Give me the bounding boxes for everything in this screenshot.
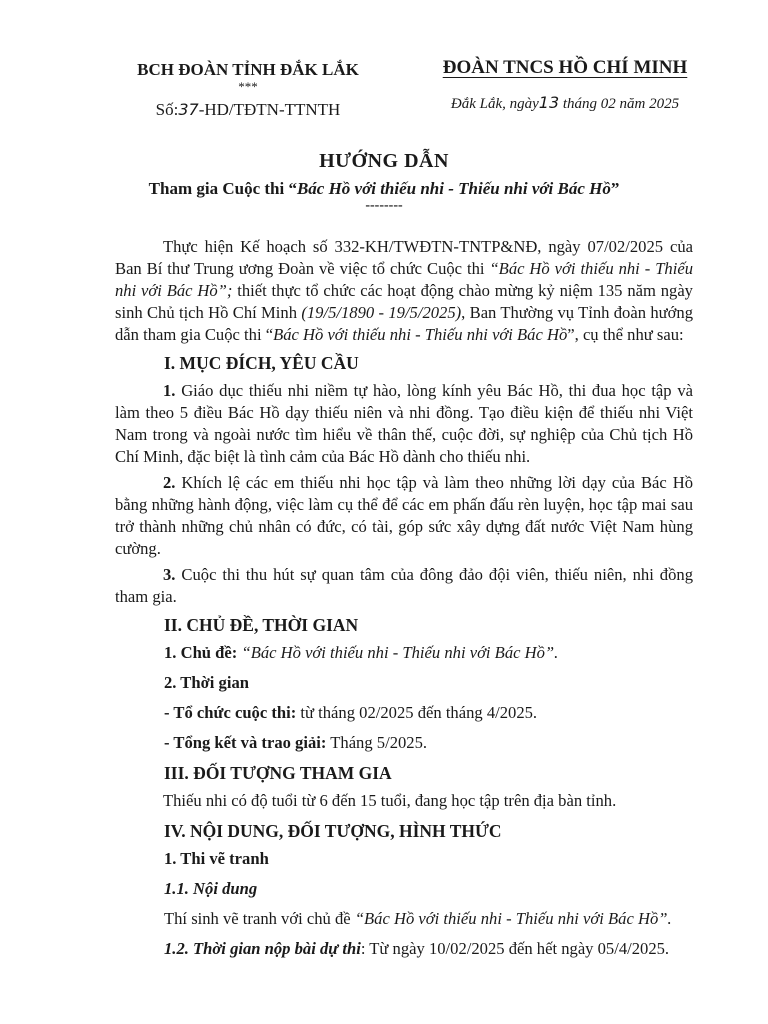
content-italic: “Bác Hồ với thiếu nhi - Thiếu nhi với Bác Hồ”.	[354, 909, 672, 928]
award-line	[164, 732, 693, 754]
document-subtitle	[80, 179, 688, 199]
doc-number-prefix: Số:	[155, 100, 179, 119]
item-text: Giáo dục thiếu nhi niềm tự hào, lòng kính yêu Bác Hồ, thi đua học tập và làm theo 5 điều Bác Hồ dạy thiếu niên và nhi đồng. Tạo điều kiện để thiếu nhi Việt Nam trong và ngoài nước tìm hiểu về thân thế, cuộc đời, sự nghiệp của Chủ tịch Hồ Chí Minh, đặc biệt là tình cảm của Bác Hồ dành cho thiếu nhi.	[115, 381, 693, 466]
title-block	[80, 150, 688, 211]
award-value: Tháng 5/2025.	[326, 733, 428, 752]
item-number: 1.	[163, 381, 176, 400]
place-date-day-handwritten: 13	[538, 93, 560, 112]
content-prefix: Thí sinh vẽ tranh với chủ đề	[164, 909, 355, 928]
theme-label: 1. Chủ đề:	[164, 643, 238, 662]
place-date-suffix: tháng 02 năm 2025	[562, 96, 680, 112]
intro-italic-1: “Bác Hồ với thiếu nhi - Thiếu nhi với Bác Hồ”;	[115, 259, 693, 300]
subtitle-suffix: ”	[610, 179, 620, 198]
subtitle-prefix: Tham gia Cuộc thi “	[148, 179, 297, 198]
section-4-heading: IV. NỘI DUNG, ĐỐI TƯỢNG, HÌNH THỨC	[164, 821, 502, 841]
union-name: ĐOÀN TNCS HỒ CHÍ MINH	[442, 57, 688, 78]
item-number: 3.	[163, 565, 176, 584]
document-body	[115, 236, 693, 968]
organize-line	[164, 702, 693, 724]
item-number: 2.	[163, 473, 176, 492]
section-1-item-1	[115, 380, 693, 468]
doc-number-suffix: -HD/TĐTN-TTNTH	[198, 100, 341, 119]
intro-text-2: thiết thực tổ chức các hoạt động chào mừng kỷ niệm 135 năm ngày sinh Chủ tịch Hồ Chí Minh	[115, 281, 693, 322]
item-text: Cuộc thi thu hút sự quan tâm của đông đảo đội viên, thiếu niên, nhi đồng tham gia.	[115, 565, 693, 606]
intro-text-3: , Ban Thường vụ Tỉnh đoàn hướng dẫn tham gia Cuộc thi “	[115, 303, 693, 344]
theme-value: “Bác Hồ với thiếu nhi - Thiếu nhi với Bác Hồ”.	[237, 643, 559, 662]
intro-text-1: Thực hiện Kế hoạch số 332-KH/TWĐTN-TNTP&NĐ, ngày 07/02/2025 của Ban Bí thư Trung ương Đoàn về việc tổ chức Cuộc thi	[115, 237, 693, 278]
intro-text-4: ”, cụ thể như sau:	[567, 325, 684, 344]
sub-section-1	[164, 848, 693, 870]
section-3-heading: III. ĐỐI TƯỢNG THAM GIA	[164, 763, 392, 783]
union-block	[420, 57, 710, 113]
content-line	[164, 908, 693, 930]
separator-stars: ***	[238, 79, 258, 94]
section-1-heading: I. MỤC ĐÍCH, YÊU CẦU	[164, 353, 359, 373]
item-text: Khích lệ các em thiếu nhi học tập và làm theo những lời dạy của Bác Hồ bằng những hành động, việc làm cụ thể để các em phấn đấu rèn luyện, học tập mai sau trở thành những chủ nhân có đức, có tài, góp sức xây dựng đất nước Việt Nam hùng cường.	[115, 473, 693, 558]
time-heading	[164, 672, 693, 694]
section-2-heading: II. CHỦ ĐỀ, THỜI GIAN	[164, 615, 359, 635]
award-label: - Tổng kết và trao giải:	[164, 733, 327, 752]
place-date	[420, 93, 710, 113]
place-date-prefix: Đắk Lắk, ngày	[450, 96, 539, 112]
submission-time-value: : Từ ngày 10/02/2025 đến hết ngày 05/4/2025.	[360, 939, 670, 958]
sub-section-1-label: 1. Thi vẽ tranh	[164, 849, 269, 868]
document-number	[98, 100, 398, 120]
issuer-block	[98, 60, 398, 120]
section-3-text: Thiếu nhi có độ tuổi từ 6 đến 15 tuổi, đang học tập trên địa bàn tỉnh.	[163, 791, 617, 810]
document-title: HƯỚNG DẪN	[319, 150, 449, 172]
organize-label: - Tổ chức cuộc thi:	[164, 703, 297, 722]
submission-time-line	[164, 938, 693, 960]
title-separator: --------	[365, 198, 403, 213]
time-label: 2. Thời gian	[164, 673, 249, 692]
intro-paragraph	[115, 236, 693, 346]
intro-italic-2: (19/5/1890 - 19/5/2025)	[301, 303, 462, 322]
organize-value: từ tháng 02/2025 đến tháng 4/2025.	[296, 703, 538, 722]
issuer-name: BCH ĐOÀN TỈNH ĐẮK LẮK	[137, 60, 359, 79]
section-1-item-2	[115, 472, 693, 560]
doc-number-handwritten: 37	[178, 100, 199, 119]
theme-line	[164, 642, 693, 664]
intro-italic-3: Bác Hồ với thiếu nhi - Thiếu nhi với Bác Hồ	[273, 325, 568, 344]
subtitle-contest-name: Bác Hồ với thiếu nhi - Thiếu nhi với Bác Hồ	[296, 179, 611, 198]
submission-time-label: 1.2. Thời gian nộp bài dự thi	[164, 939, 361, 958]
sub-section-1-1	[164, 878, 693, 900]
section-1-item-3	[115, 564, 693, 608]
sub-section-1-1-label: 1.1. Nội dung	[164, 879, 258, 898]
